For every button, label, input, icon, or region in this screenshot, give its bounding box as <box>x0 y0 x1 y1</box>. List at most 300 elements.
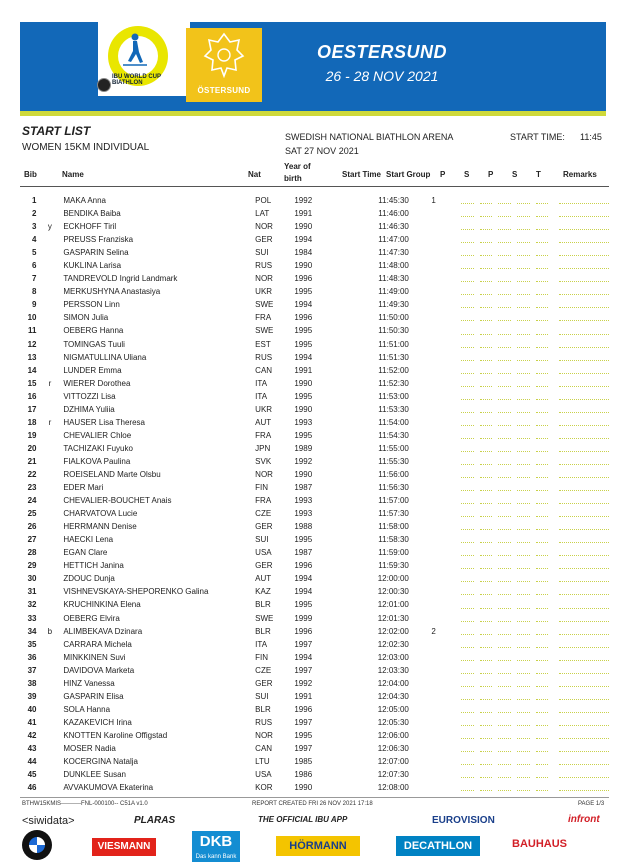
row-p2-blank <box>495 716 514 729</box>
row-start-group <box>409 742 459 755</box>
row-bib: 40 <box>27 704 37 714</box>
row-flag <box>37 351 64 364</box>
row-remarks-blank <box>551 768 609 781</box>
row-start-group <box>409 429 459 442</box>
row-start-time: 11:46:30 <box>378 222 409 232</box>
row-remarks-blank <box>551 677 609 690</box>
row-start-time: 12:03:30 <box>377 665 409 675</box>
row-bib: 26 <box>27 522 37 532</box>
row-flag <box>37 781 64 794</box>
row-nat: FRA <box>255 430 272 440</box>
row-remarks-blank <box>551 194 609 207</box>
row-flag <box>37 729 64 742</box>
row-s2-blank <box>514 311 533 324</box>
row-flag <box>37 638 64 651</box>
row-t-blank <box>533 377 552 390</box>
ostersund-crest-icon <box>203 32 245 78</box>
row-t-blank <box>533 546 552 559</box>
row-yob: 1996 <box>294 274 313 284</box>
row-t-blank <box>533 455 552 468</box>
row-flag: b <box>47 626 53 636</box>
footer-divider <box>20 797 609 798</box>
row-name: KAZAKEVICH Irina <box>63 717 132 727</box>
row-remarks-blank <box>551 377 609 390</box>
row-p1-blank <box>458 338 477 351</box>
row-start-group <box>409 585 459 598</box>
row-bib: 14 <box>27 365 37 375</box>
table-row <box>20 755 609 768</box>
row-start-group <box>409 598 459 611</box>
row-p1-blank <box>458 781 477 794</box>
row-flag <box>37 690 64 703</box>
race-name: WOMEN 15KM INDIVIDUAL <box>22 142 150 153</box>
row-s1-blank <box>477 559 496 572</box>
table-row <box>20 729 609 742</box>
row-start-group <box>409 390 459 403</box>
row-name: KRUCHINKINA Elena <box>63 600 141 610</box>
row-flag <box>37 716 64 729</box>
row-t-blank <box>533 625 552 638</box>
row-start-time: 12:05:00 <box>377 704 409 714</box>
row-start-group <box>409 729 459 742</box>
row-t-blank <box>533 429 552 442</box>
row-bib: 9 <box>32 300 37 310</box>
row-nat: EST <box>255 339 271 349</box>
row-yob: 1995 <box>294 430 313 440</box>
row-bib: 45 <box>27 770 37 780</box>
row-yob: 1996 <box>294 313 313 323</box>
row-yob: 1994 <box>294 300 313 310</box>
row-remarks-blank <box>551 416 609 429</box>
table-row <box>20 638 609 651</box>
row-s1-blank <box>477 285 496 298</box>
row-p1-blank <box>458 455 477 468</box>
row-s2-blank <box>514 429 533 442</box>
row-start-time: 11:52:00 <box>378 365 409 375</box>
row-start-time: 12:04:00 <box>377 678 409 688</box>
col-start-group: Start Group <box>386 170 431 179</box>
row-p1-blank <box>458 768 477 781</box>
ibu-logo-text: IBU WORLD CUP BIATHLON <box>112 74 161 86</box>
col-p1: P <box>440 170 446 179</box>
row-p1-blank <box>458 390 477 403</box>
table-row <box>20 781 609 794</box>
table-row <box>20 194 609 207</box>
row-start-group <box>409 559 459 572</box>
row-name: PREUSS Franziska <box>63 235 134 245</box>
row-flag <box>37 233 64 246</box>
row-name: DZHIMA Yuliia <box>63 404 115 414</box>
footer-report: REPORT CREATED FRI 26 NOV 2021 17:18 <box>252 801 373 807</box>
row-remarks-blank <box>551 468 609 481</box>
row-t-blank <box>533 572 552 585</box>
row-flag <box>37 311 64 324</box>
row-s1-blank <box>477 338 496 351</box>
row-remarks-blank <box>551 729 609 742</box>
row-t-blank <box>533 416 552 429</box>
table-row <box>20 455 609 468</box>
row-nat: FIN <box>255 652 269 662</box>
row-nat: GER <box>255 561 273 571</box>
row-t-blank <box>533 207 552 220</box>
row-s2-blank <box>514 546 533 559</box>
row-p2-blank <box>495 259 514 272</box>
row-start-group <box>409 651 459 664</box>
row-s1-blank <box>477 468 496 481</box>
row-nat: RUS <box>255 261 273 271</box>
row-s2-blank <box>514 572 533 585</box>
row-flag <box>37 559 64 572</box>
row-start-time: 12:03:00 <box>377 652 409 662</box>
table-row <box>20 442 609 455</box>
row-yob: 1997 <box>294 743 313 753</box>
row-s1-blank <box>477 272 496 285</box>
row-t-blank <box>533 194 552 207</box>
footer-code: BTHW15KMIS----------FNL-000100-- C51A v1.0 <box>22 801 148 807</box>
row-p2-blank <box>495 220 514 233</box>
row-bib: 27 <box>27 535 37 545</box>
row-p2-blank <box>495 546 514 559</box>
row-bib: 15 <box>27 378 37 388</box>
row-s2-blank <box>514 246 533 259</box>
row-p2-blank <box>495 324 514 337</box>
row-s1-blank <box>477 520 496 533</box>
row-start-time: 11:56:30 <box>378 483 409 493</box>
row-s2-blank <box>514 324 533 337</box>
row-start-time: 12:01:00 <box>377 600 409 610</box>
row-bib: 22 <box>27 469 37 479</box>
row-s2-blank <box>514 468 533 481</box>
row-name: OEBERG Elvira <box>63 613 120 623</box>
row-start-time: 11:46:00 <box>378 209 409 219</box>
table-row <box>20 768 609 781</box>
row-s1-blank <box>477 585 496 598</box>
row-s1-blank <box>477 533 496 546</box>
row-name: ECKHOFF Tiril <box>63 222 117 232</box>
row-nat: LTU <box>255 757 270 767</box>
row-nat: USA <box>255 770 272 780</box>
row-p2-blank <box>495 572 514 585</box>
row-s2-blank <box>514 651 533 664</box>
row-s1-blank <box>477 755 496 768</box>
row-p1-blank <box>458 364 477 377</box>
row-start-group <box>409 572 459 585</box>
row-nat: CZE <box>255 665 272 675</box>
row-t-blank <box>533 729 552 742</box>
row-start-time: 12:02:00 <box>377 626 409 636</box>
row-s1-blank <box>477 455 496 468</box>
row-p1-blank <box>458 651 477 664</box>
row-start-time: 12:06:30 <box>377 743 409 753</box>
row-t-blank <box>533 364 552 377</box>
row-p2-blank <box>495 729 514 742</box>
row-s2-blank <box>514 351 533 364</box>
row-start-group <box>409 520 459 533</box>
row-yob: 1990 <box>294 469 313 479</box>
row-bib: 13 <box>27 352 37 362</box>
row-name: SOLA Hanna <box>63 704 111 714</box>
row-nat: ITA <box>255 391 268 401</box>
col-start-time: Start Time <box>342 170 381 179</box>
row-remarks-blank <box>551 311 609 324</box>
row-t-blank <box>533 690 552 703</box>
row-flag <box>37 507 64 520</box>
row-remarks-blank <box>551 298 609 311</box>
table-row <box>20 390 609 403</box>
row-p2-blank <box>495 194 514 207</box>
row-nat: POL <box>255 196 272 205</box>
row-s2-blank <box>514 729 533 742</box>
row-s1-blank <box>477 690 496 703</box>
row-start-time: 11:48:00 <box>378 261 409 271</box>
row-bib: 18 <box>27 417 37 427</box>
row-nat: BLR <box>255 704 271 714</box>
row-flag <box>37 546 64 559</box>
row-nat: GER <box>255 235 273 245</box>
row-remarks-blank <box>551 246 609 259</box>
row-start-time: 11:58:30 <box>378 535 409 545</box>
row-remarks-blank <box>551 638 609 651</box>
row-t-blank <box>533 585 552 598</box>
row-bib: 23 <box>27 483 37 493</box>
row-p1-blank <box>458 585 477 598</box>
row-name: MERKUSHYNA Anastasiya <box>63 287 161 297</box>
row-s1-blank <box>477 416 496 429</box>
table-row <box>20 311 609 324</box>
row-s2-blank <box>514 285 533 298</box>
row-bib: 1 <box>32 196 37 205</box>
row-bib: 34 <box>27 626 37 636</box>
row-bib: 28 <box>27 548 37 558</box>
row-name: EDER Mari <box>63 483 104 493</box>
row-p2-blank <box>495 703 514 716</box>
row-p2-blank <box>495 559 514 572</box>
row-bib: 17 <box>27 404 37 414</box>
row-p2-blank <box>495 664 514 677</box>
row-nat: FRA <box>255 313 272 323</box>
row-yob: 1996 <box>294 626 313 636</box>
row-remarks-blank <box>551 781 609 794</box>
row-s2-blank <box>514 364 533 377</box>
row-nat: NOR <box>255 274 273 284</box>
row-t-blank <box>533 716 552 729</box>
row-p1-blank <box>458 520 477 533</box>
row-remarks-blank <box>551 481 609 494</box>
row-t-blank <box>533 468 552 481</box>
table-row <box>20 377 609 390</box>
row-flag <box>37 572 64 585</box>
row-yob: 1991 <box>294 365 313 375</box>
row-bib: 46 <box>27 783 37 793</box>
row-flag <box>37 494 64 507</box>
row-flag <box>37 259 64 272</box>
row-start-group <box>409 246 459 259</box>
row-yob: 1990 <box>294 261 313 271</box>
table-row <box>20 716 609 729</box>
row-s1-blank <box>477 546 496 559</box>
row-nat: KOR <box>255 783 273 793</box>
row-bib: 25 <box>27 509 37 519</box>
table-row <box>20 703 609 716</box>
row-flag: y <box>47 222 52 232</box>
header-divider <box>20 186 609 187</box>
row-s1-blank <box>477 664 496 677</box>
row-p2-blank <box>495 768 514 781</box>
table-row <box>20 742 609 755</box>
row-s2-blank <box>514 677 533 690</box>
table-row <box>20 481 609 494</box>
row-s2-blank <box>514 625 533 638</box>
row-start-group <box>409 233 459 246</box>
row-s1-blank <box>477 442 496 455</box>
row-s1-blank <box>477 638 496 651</box>
row-start-group <box>409 324 459 337</box>
row-yob: 1987 <box>294 548 313 558</box>
banner-stripe <box>20 111 606 116</box>
row-start-time: 12:07:00 <box>377 757 409 767</box>
row-start-group <box>409 690 459 703</box>
row-start-time: 11:57:30 <box>378 509 409 519</box>
row-p2-blank <box>495 403 514 416</box>
table-row <box>20 533 609 546</box>
row-p2-blank <box>495 377 514 390</box>
row-yob: 1986 <box>294 770 313 780</box>
row-nat: GER <box>255 678 273 688</box>
row-yob: 1990 <box>294 222 313 232</box>
row-bib: 44 <box>27 757 37 767</box>
row-nat: FIN <box>255 483 269 493</box>
row-p1-blank <box>458 507 477 520</box>
row-yob: 1993 <box>294 509 313 519</box>
row-p2-blank <box>495 638 514 651</box>
row-flag <box>37 207 64 220</box>
table-row <box>20 664 609 677</box>
row-flag <box>37 677 64 690</box>
row-s1-blank <box>477 651 496 664</box>
row-yob: 1997 <box>294 665 313 675</box>
row-start-group <box>409 285 459 298</box>
row-start-time: 12:02:30 <box>377 639 409 649</box>
row-p2-blank <box>495 677 514 690</box>
table-row <box>20 572 609 585</box>
row-s1-blank <box>477 403 496 416</box>
row-remarks-blank <box>551 207 609 220</box>
row-p1-blank <box>458 442 477 455</box>
row-s2-blank <box>514 768 533 781</box>
row-nat: ITA <box>255 639 268 649</box>
row-start-group <box>409 677 459 690</box>
row-name: PERSSON Linn <box>63 300 120 310</box>
row-name: CHARVATOVA Lucie <box>63 509 138 519</box>
row-p2-blank <box>495 442 514 455</box>
row-yob: 1997 <box>294 639 313 649</box>
row-s1-blank <box>477 494 496 507</box>
row-p1-blank <box>458 533 477 546</box>
row-s2-blank <box>514 716 533 729</box>
row-p2-blank <box>495 351 514 364</box>
row-remarks-blank <box>551 690 609 703</box>
row-yob: 1985 <box>294 757 313 767</box>
row-p2-blank <box>495 429 514 442</box>
row-p2-blank <box>495 507 514 520</box>
row-p2-blank <box>495 612 514 625</box>
table-row <box>20 559 609 572</box>
row-s1-blank <box>477 207 496 220</box>
col-name: Name <box>62 170 84 179</box>
row-yob: 1994 <box>294 235 313 245</box>
row-bib: 29 <box>27 561 37 571</box>
row-p2-blank <box>495 742 514 755</box>
dkb-tagline: Das kann Bank <box>192 853 240 862</box>
row-nat: CAN <box>255 365 273 375</box>
row-s1-blank <box>477 612 496 625</box>
row-start-time: 11:55:00 <box>378 443 409 453</box>
row-s1-blank <box>477 246 496 259</box>
row-remarks-blank <box>551 455 609 468</box>
row-bib: 32 <box>27 600 37 610</box>
row-s1-blank <box>477 677 496 690</box>
table-row <box>20 233 609 246</box>
row-start-group <box>409 546 459 559</box>
row-bib: 10 <box>27 313 37 323</box>
row-p2-blank <box>495 755 514 768</box>
row-start-group <box>409 272 459 285</box>
row-name: HETTICH Janina <box>63 561 124 571</box>
row-remarks-blank <box>551 494 609 507</box>
row-start-time: 11:52:30 <box>378 378 409 388</box>
row-flag <box>37 612 64 625</box>
row-s2-blank <box>514 690 533 703</box>
row-p1-blank <box>458 351 477 364</box>
row-start-time: 11:51:00 <box>378 339 409 349</box>
row-start-group <box>409 455 459 468</box>
table-row <box>20 690 609 703</box>
row-bib: 42 <box>27 730 37 740</box>
row-remarks-blank <box>551 598 609 611</box>
row-name: TANDREVOLD Ingrid Landmark <box>63 274 178 284</box>
row-nat: SUI <box>255 248 269 258</box>
row-remarks-blank <box>551 285 609 298</box>
row-start-group <box>409 481 459 494</box>
row-s1-blank <box>477 716 496 729</box>
row-bib: 11 <box>28 326 37 336</box>
row-start-time: 11:49:30 <box>378 300 409 310</box>
row-name: BENDIKA Baiba <box>63 209 121 219</box>
row-s1-blank <box>477 259 496 272</box>
row-flag <box>37 272 64 285</box>
row-p1-blank <box>458 494 477 507</box>
row-t-blank <box>533 351 552 364</box>
row-remarks-blank <box>551 572 609 585</box>
row-flag <box>37 194 64 207</box>
row-s1-blank <box>477 598 496 611</box>
row-bib: 33 <box>27 613 37 623</box>
row-s1-blank <box>477 298 496 311</box>
row-s1-blank <box>477 768 496 781</box>
row-flag <box>37 468 64 481</box>
row-start-time: 12:00:30 <box>377 587 409 597</box>
table-row <box>20 507 609 520</box>
row-p2-blank <box>495 364 514 377</box>
start-list-table <box>20 194 609 794</box>
row-p2-blank <box>495 598 514 611</box>
row-s2-blank <box>514 781 533 794</box>
row-t-blank <box>533 559 552 572</box>
row-yob: 1988 <box>294 522 313 532</box>
row-s1-blank <box>477 781 496 794</box>
row-yob: 1992 <box>294 678 313 688</box>
row-remarks-blank <box>551 585 609 598</box>
